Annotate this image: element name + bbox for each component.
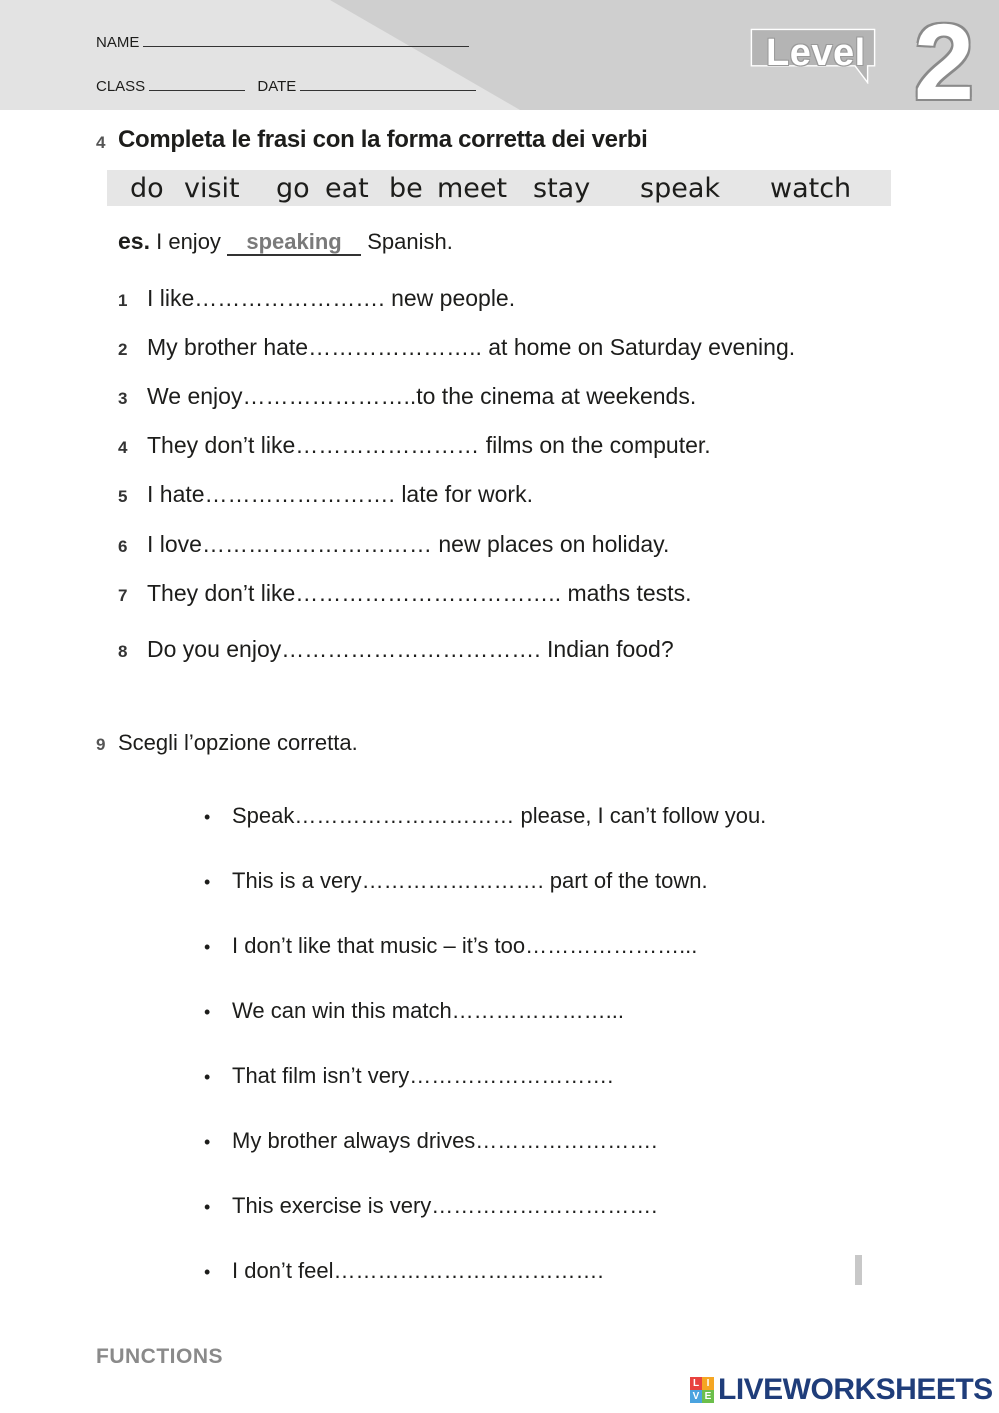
class-label: CLASS	[96, 78, 146, 95]
item-text[interactable]: I don’t like that music – it’s too…………………...	[232, 933, 698, 958]
exercise9-item	[204, 868, 708, 894]
exercise9-item	[204, 803, 766, 829]
word-bank-word: do	[130, 173, 164, 204]
exercise4-title: Completa le frasi con la forma corretta dei verbi	[118, 126, 648, 153]
item-text[interactable]: I don’t feel……………………………….	[232, 1258, 604, 1283]
item-text[interactable]: We enjoy…………………..to the cinema at weekends.	[147, 383, 697, 409]
exercise9-item	[204, 998, 624, 1024]
item-text[interactable]: I hate……………………. late for work.	[147, 481, 533, 507]
name-line	[96, 34, 469, 51]
date-label: DATE	[257, 78, 297, 95]
exercise4-item	[118, 334, 795, 361]
item-text[interactable]: Speak………………………… please, I can’t follow you.	[232, 803, 767, 828]
name-field[interactable]	[143, 46, 469, 47]
item-number: 8	[118, 642, 128, 661]
liveworksheets-brand: LIVEWORKSHEETS	[718, 1373, 993, 1406]
item-text[interactable]: I like……………………. new people.	[147, 285, 516, 311]
exercise9-item	[204, 1063, 613, 1089]
item-number: 2	[118, 340, 128, 359]
item-text[interactable]: That film isn’t very……………………….	[232, 1063, 614, 1088]
exercise9-title: Scegli l’opzione corretta.	[118, 730, 358, 755]
bullet-icon: •	[204, 1262, 211, 1282]
exercise4-item	[118, 636, 674, 663]
exercise9-item	[204, 933, 697, 959]
exercise4-item	[118, 383, 696, 410]
class-date-line	[96, 78, 476, 95]
example-sentence	[118, 228, 453, 256]
exercise4-item	[118, 481, 533, 508]
bullet-icon: •	[204, 872, 211, 892]
item-number: 3	[118, 389, 128, 408]
section-footer: FUNCTIONS	[96, 1345, 223, 1368]
level-number: 2	[914, 1, 975, 122]
exercise9-item	[204, 1258, 604, 1284]
bullet-icon: •	[204, 1132, 211, 1152]
level-word: Level	[766, 32, 866, 74]
liveworksheets-logo-icon: L I V E	[690, 1377, 714, 1403]
liveworksheets-logo[interactable]	[690, 1373, 993, 1407]
example-before: I enjoy	[156, 229, 221, 254]
word-bank-word: meet	[437, 173, 508, 204]
item-text[interactable]: They don’t like…………………………….. maths tests.	[147, 580, 692, 606]
word-bank-word: eat	[325, 173, 369, 204]
item-text[interactable]: We can win this match…………………...	[232, 998, 625, 1023]
class-field[interactable]	[149, 90, 245, 91]
exercise9-item	[204, 1128, 657, 1154]
item-text[interactable]: My brother always drives…………………….	[232, 1128, 658, 1153]
item-text[interactable]: I love………………………… new places on holiday.	[147, 531, 670, 557]
item-number: 5	[118, 487, 128, 506]
exercise9-item	[204, 1193, 657, 1219]
exercise4-item	[118, 580, 691, 607]
scroll-marker	[855, 1255, 862, 1285]
exercise4-item	[118, 432, 711, 459]
item-text[interactable]: This exercise is very………………………….	[232, 1193, 658, 1218]
item-text[interactable]: They don’t like…………………… films on the computer.	[147, 432, 711, 458]
date-field[interactable]	[300, 90, 476, 91]
item-number: 4	[118, 438, 128, 457]
bullet-icon: •	[204, 807, 211, 827]
name-label: NAME	[96, 34, 140, 51]
word-bank-word: speak	[640, 173, 720, 204]
word-bank-word: watch	[770, 173, 852, 204]
item-text[interactable]: My brother hate………………….. at home on Saturday evening.	[147, 334, 796, 360]
example-label: es.	[118, 228, 150, 254]
item-text[interactable]: This is a very……………………. part of the town.	[232, 868, 708, 893]
bullet-icon: •	[204, 1002, 211, 1022]
item-number: 7	[118, 586, 128, 605]
word-bank-word: stay	[533, 173, 591, 204]
bullet-icon: •	[204, 1067, 211, 1087]
example-answer: speaking	[227, 230, 361, 256]
item-number: 6	[118, 537, 128, 556]
item-text[interactable]: Do you enjoy……………………………. Indian food?	[147, 636, 674, 662]
example-after: Spanish.	[367, 229, 453, 254]
bullet-icon: •	[204, 937, 211, 957]
word-bank-word: visit	[184, 173, 240, 204]
word-bank-word: go	[276, 173, 310, 204]
bullet-icon: •	[204, 1197, 211, 1217]
item-number: 1	[118, 291, 128, 310]
exercise9-number: 9	[96, 735, 106, 754]
exercise4-item	[118, 285, 515, 312]
word-bank-word: be	[389, 173, 423, 204]
exercise4-number: 4	[96, 133, 106, 152]
exercise4-item	[118, 531, 669, 558]
